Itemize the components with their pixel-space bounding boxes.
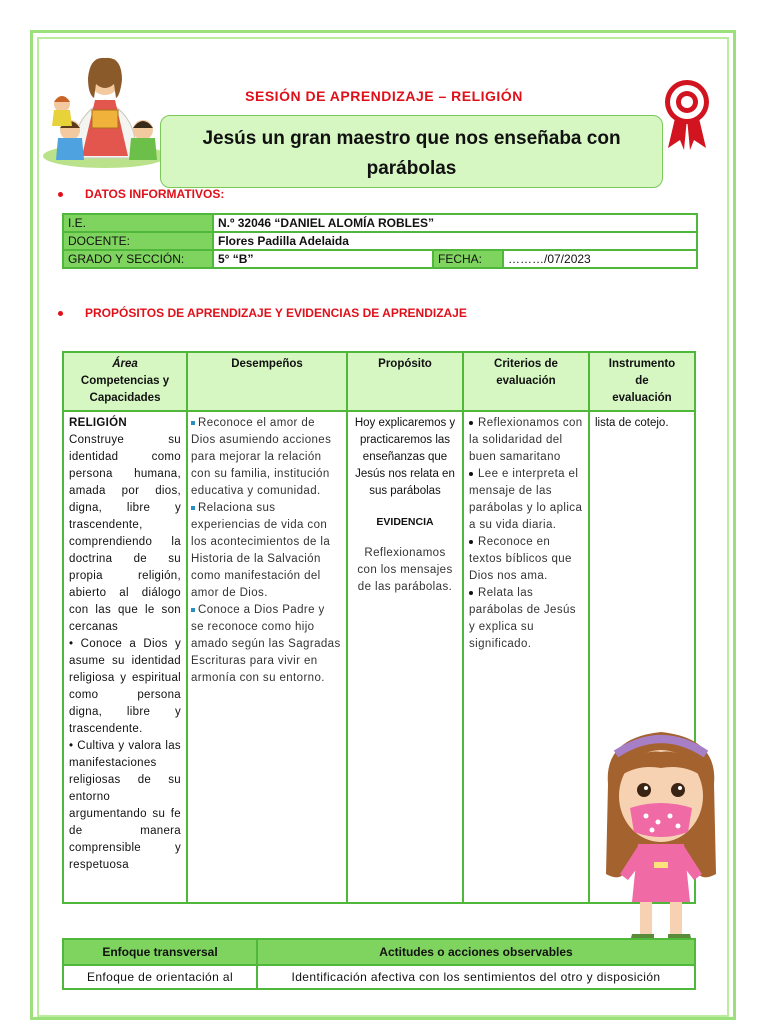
evidencia-text: Reflexionamos con los mensajes de las parábolas. (357, 547, 453, 593)
desempeno-item: Conoce a Dios Padre y se reconoce como hijo amado según las Sagradas Escrituras para vivir en armonía con su entorno. (191, 604, 341, 684)
instrumento-cell: lista de cotejo. (589, 411, 695, 903)
bullet-icon (469, 540, 473, 544)
desempenos-header: Desempeños (187, 352, 347, 411)
docente-value: Flores Padilla Adelaida (213, 232, 697, 250)
lesson-title-line2: parábolas (366, 158, 457, 179)
ie-label: I.E. (63, 214, 213, 232)
session-title: SESIÓN DE APRENDIZAJE – RELIGIÓN (245, 88, 523, 104)
criterios-cell (463, 411, 589, 903)
datos-table (62, 213, 698, 269)
fecha-value: ………/07/2023 (503, 250, 697, 268)
evidencia-label: EVIDENCIA (376, 516, 434, 528)
table-header-row (63, 352, 695, 411)
capacidad-1: • Conoce a Dios y asume su identidad religiosa y espiritual como persona digna, libre y trascendente. (69, 638, 181, 735)
desempeno-item: Reconoce el amor de Dios asumiendo acciones para mejorar la relación con su familia, institución educativa y comunidad. (191, 417, 332, 497)
datos-section-label: DATOS INFORMATIVOS: (58, 187, 224, 201)
table-row (63, 965, 695, 989)
bullet-icon (469, 472, 473, 476)
area-cell (63, 411, 187, 903)
proposito-text: Hoy explicaremos y practicaremos las enseñanzas que Jesús nos relata en sus parábolas (354, 417, 456, 497)
lesson-title-line1: Jesús un gran maestro que nos enseñaba con (202, 128, 621, 149)
girl-with-mask-illustration (598, 724, 724, 960)
proposito-cell (347, 411, 463, 903)
grado-label: GRADO Y SECCIÓN: (63, 250, 213, 268)
instrumento-header: Instrumento de evaluación (589, 352, 695, 411)
area-header: Área Competencias y Capacidades (63, 352, 187, 411)
grado-value: 5° “B” (213, 250, 433, 268)
criterio-item: Reflexionamos con la solidaridad del buen samaritano (469, 417, 583, 463)
criterios-header: Criterios de evaluación (463, 352, 589, 411)
square-bullet-icon (191, 608, 195, 612)
table-header-row (63, 939, 695, 965)
ie-value: N.º 32046 “DANIEL ALOMÍA ROBLES” (213, 214, 697, 232)
table-row (63, 250, 697, 268)
square-bullet-icon (191, 506, 195, 510)
fecha-label: FECHA: (433, 250, 503, 268)
bullet-icon (58, 311, 63, 316)
competencia-text: Construye su identidad como persona humana, amada por dios, digna, libre y trascendente, comprendiendo la doctrina de su propia religión, abierto al diálogo con las que le son cercanas (69, 434, 181, 633)
capacidad-2: • Cultiva y valora las manifestaciones religiosas de su entorno argumentando su fe de manera comprensible y respetuosa (69, 740, 181, 871)
table-row (63, 232, 697, 250)
area-title: RELIGIÓN (69, 417, 127, 429)
jesus-children-illustration (40, 38, 170, 170)
criterio-item: Lee e interpreta el mensaje de las parábolas y lo aplica a su vida diaria. (469, 468, 583, 531)
enfoque-table (62, 938, 696, 990)
docente-label: DOCENTE: (63, 232, 213, 250)
table-row (63, 214, 697, 232)
lesson-title-box (160, 115, 663, 188)
actitudes-value: Identificación afectiva con los sentimientos del otro y disposición (257, 965, 695, 989)
criterio-item: Reconoce en textos bíblicos que Dios nos ama. (469, 536, 572, 582)
enfoque-value: Enfoque de orientación al (63, 965, 257, 989)
actitudes-header: Actitudes o acciones observables (257, 939, 695, 965)
desempenos-cell (187, 411, 347, 903)
square-bullet-icon (191, 421, 195, 425)
bullet-icon (469, 421, 473, 425)
proposito-header: Propósito (347, 352, 463, 411)
enfoque-header: Enfoque transversal (63, 939, 257, 965)
propositos-section-label: PROPÓSITOS DE APRENDIZAJE Y EVIDENCIAS DE APRENDIZAJE (58, 306, 467, 320)
bullet-icon (469, 591, 473, 595)
bullet-icon (58, 192, 63, 197)
criterio-item: Relata las parábolas de Jesús y explica su significado. (469, 587, 576, 650)
desempeno-item: Relaciona sus experiencias de vida con los acontecimientos de la Historia de la Salvación como manifestación del amor de Dios. (191, 502, 331, 599)
